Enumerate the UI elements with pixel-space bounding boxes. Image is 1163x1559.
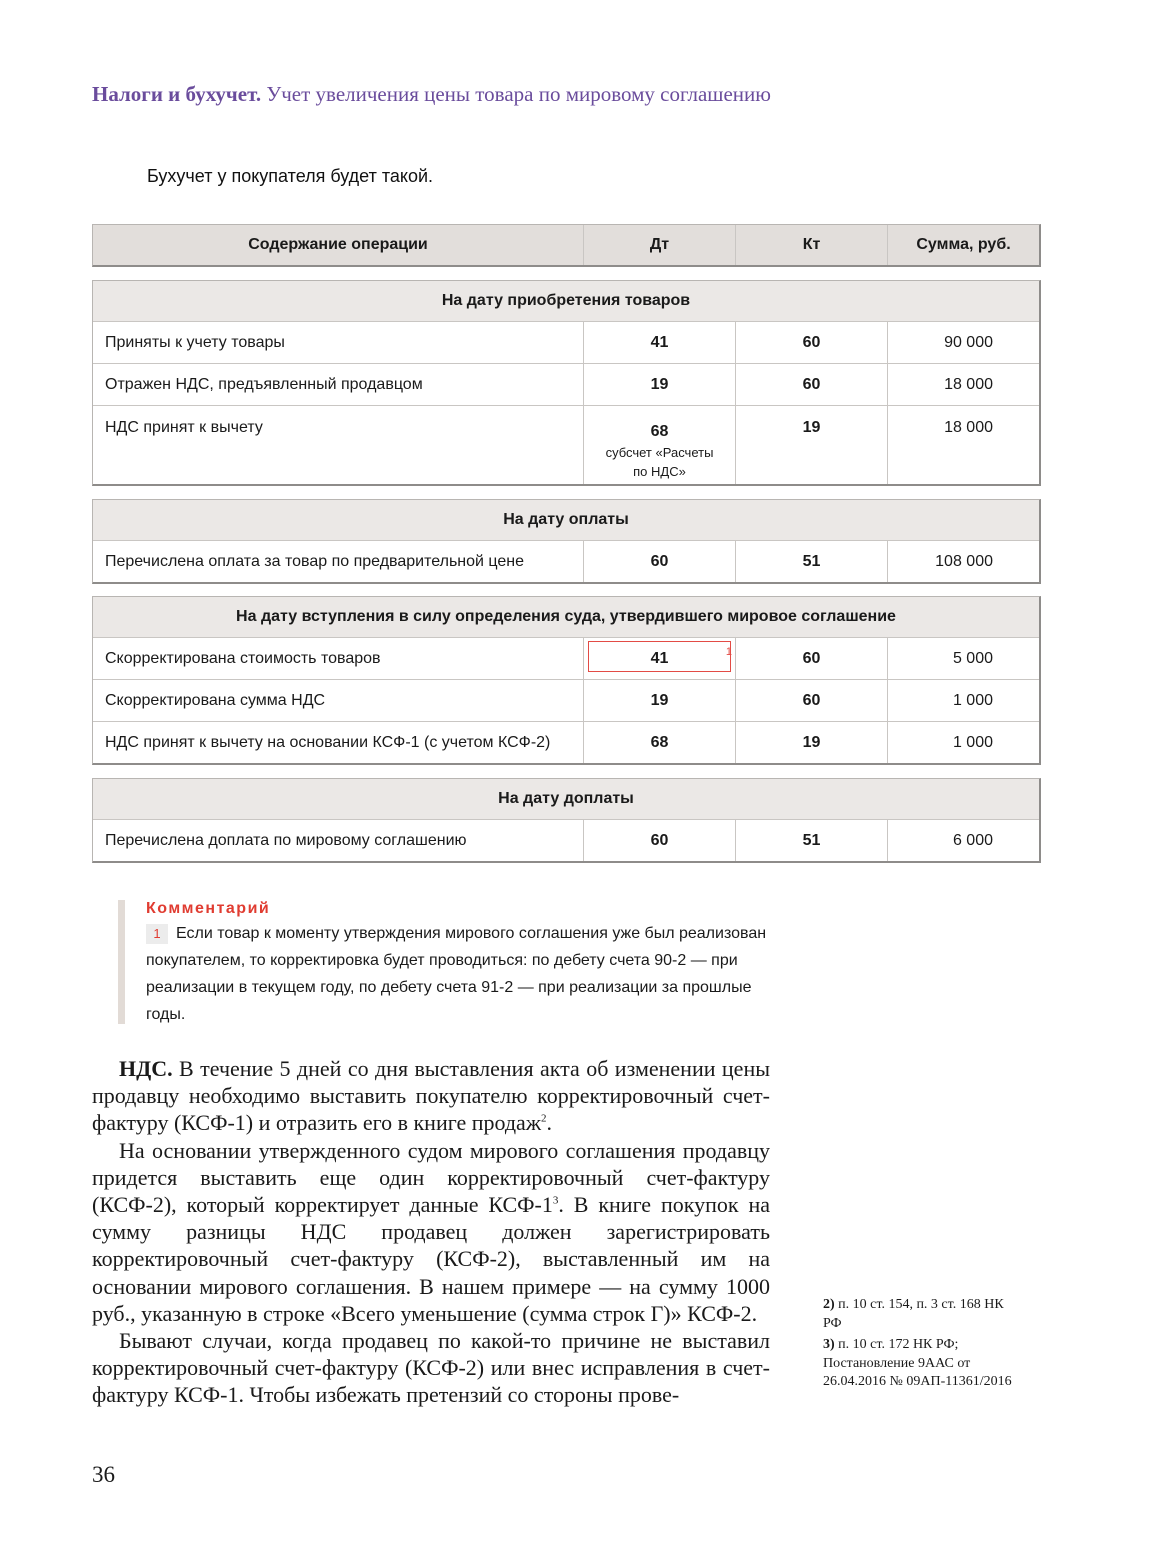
running-header: [92, 82, 771, 107]
credit-cell: 60: [736, 680, 888, 721]
operation-cell: Приняты к учету товары: [93, 322, 584, 363]
section-title: На дату оплаты: [93, 500, 1039, 540]
section-title: На дату вступления в силу определения суда, утвердившего мировое соглашение: [93, 597, 1039, 637]
footnote: [823, 1296, 1023, 1333]
footnote-number: 3): [823, 1337, 835, 1352]
debit-cell: 19: [584, 680, 736, 721]
footnote-number: 2): [823, 1297, 835, 1312]
debit-cell: 41: [584, 322, 736, 363]
paragraph: [92, 1137, 770, 1327]
credit-cell: 60: [736, 322, 888, 363]
comment-highlight-box: [588, 641, 731, 672]
credit-cell: 19: [736, 406, 888, 484]
table-row: [93, 637, 1039, 679]
table-section-court-ruling: [92, 596, 1041, 765]
debit-cell: [584, 406, 736, 484]
credit-cell: 60: [736, 638, 888, 679]
intro-text: Бухучет у покупателя будет такой.: [147, 166, 434, 186]
credit-cell: 19: [736, 722, 888, 763]
sum-cell: 6 000: [952, 831, 993, 849]
footnote-text: п. 10 ст. 172 НК РФ; Постановление 9ААС от 26.04.2016 № 09АП-11361/2016: [823, 1337, 1012, 1389]
credit-cell: 51: [736, 541, 888, 582]
operation-cell: Перечислена оплата за товар по предварительной цене: [93, 541, 584, 582]
paragraph-text: Бывают случаи, когда продавец по какой-то причине не выставил корректировочный счет-фактуру (КСФ-2) или внес исправления в счет-фактуру КСФ-1. Чтобы избежать претензий со стороны прове-: [92, 1328, 770, 1408]
debit-cell: 19: [584, 364, 736, 405]
column-header-sum: Сумма, руб.: [916, 236, 1011, 253]
section-title: На дату доплаты: [93, 779, 1039, 819]
paragraph-text: .: [546, 1110, 553, 1136]
table-row: [93, 363, 1039, 405]
debit-cell: 60: [584, 820, 736, 861]
table-row: [93, 540, 1039, 582]
side-footnotes: [823, 1296, 1023, 1395]
sum-cell: 1 000: [952, 691, 993, 709]
debit-cell: 60: [584, 541, 736, 582]
debit-cell-with-comment: [584, 638, 736, 679]
table-row: [93, 679, 1039, 721]
operation-cell: Скорректирована стоимость товаров: [93, 638, 584, 679]
credit-cell: 60: [736, 364, 888, 405]
table-row: [93, 819, 1039, 861]
paragraph-text: На основании утвержденного судом мирового соглашения продавцу придется выставить еще один корректировочный счет-фактуру (КСФ-2), который корректирует данные КСФ-1: [92, 1137, 770, 1218]
comment-body: [146, 920, 778, 1028]
column-header-credit: Кт: [736, 225, 888, 265]
debit-account: 68: [650, 422, 669, 440]
table-row: [93, 405, 1039, 484]
comment-reference-marker[interactable]: 1: [725, 646, 732, 658]
column-header-operation: Содержание операции: [93, 225, 584, 265]
sum-cell: 18 000: [944, 375, 993, 393]
sum-cell: 108 000: [935, 552, 993, 570]
comment-box: [118, 900, 778, 1024]
debit-subaccount-note: субсчет «Расчеты по НДС»: [605, 444, 714, 479]
comment-title: Комментарий: [146, 900, 271, 917]
footnote: [823, 1336, 1023, 1392]
paragraph: [92, 1327, 770, 1409]
section-title: На дату приобретения товаров: [93, 281, 1039, 321]
table-section-purchase: [92, 280, 1041, 486]
paragraph-text: . В книге покупок на сумму разницы НДС продавец должен зарегистрировать корректировочный счет-фактуру (КСФ-2), выставленный им на основании мирового соглашения. В нашем примере — на сумму 1000 руб., указанную в строке «Всего уменьшение (сумма строк Г)» КСФ-2.: [92, 1192, 770, 1326]
sum-cell: 5 000: [952, 649, 993, 667]
paragraph-lead: НДС.: [119, 1056, 173, 1081]
footnote-ref[interactable]: 3: [552, 1194, 559, 1207]
running-header-title: Учет увеличения цены товара по мировому соглашению: [266, 82, 771, 106]
debit-cell: 68: [584, 722, 736, 763]
sum-cell: 1 000: [952, 733, 993, 751]
operation-cell: НДС принят к вычету на основании КСФ-1 (с учетом КСФ-2): [93, 722, 584, 763]
operation-cell: Перечислена доплата по мировому соглашению: [93, 820, 584, 861]
operation-cell: Скорректирована сумма НДС: [93, 680, 584, 721]
comment-text: Если товар к моменту утверждения мирового соглашения уже был реализован покупателем, то корректировка будет проводиться: по дебету счета 90-2 — при реализации в текущем году, по дебету счета 91-2 — при реализации за прошлые годы.: [146, 925, 767, 1023]
sum-cell: 18 000: [944, 419, 993, 436]
running-header-section: Налоги и бухучет.: [92, 82, 262, 106]
table-header: [92, 224, 1041, 267]
paragraph-text: В течение 5 дней со дня выставления акта об изменении цены продавцу необходимо выставить покупателю корректировочный счет-фактуру (КСФ-1) и отразить его в книге продаж: [92, 1056, 770, 1136]
footnote-text: п. 10 ст. 154, п. 3 ст. 168 НК РФ: [823, 1297, 1004, 1331]
operation-cell: НДС принят к вычету: [93, 406, 584, 484]
credit-cell: 51: [736, 820, 888, 861]
footnote-ref[interactable]: 2: [541, 1113, 547, 1126]
comment-number-badge: 1: [146, 924, 168, 944]
table-row: [93, 321, 1039, 363]
table-section-additional-payment: [92, 778, 1041, 863]
page-number: 36: [92, 1462, 115, 1487]
table-section-payment: [92, 499, 1041, 584]
debit-account: 41: [650, 649, 669, 667]
operation-cell: Отражен НДС, предъявленный продавцом: [93, 364, 584, 405]
body-text: [92, 1055, 770, 1409]
paragraph: [92, 1055, 770, 1137]
sum-cell: 90 000: [944, 333, 993, 351]
column-header-debit: Дт: [584, 225, 736, 265]
table-row: [93, 721, 1039, 763]
